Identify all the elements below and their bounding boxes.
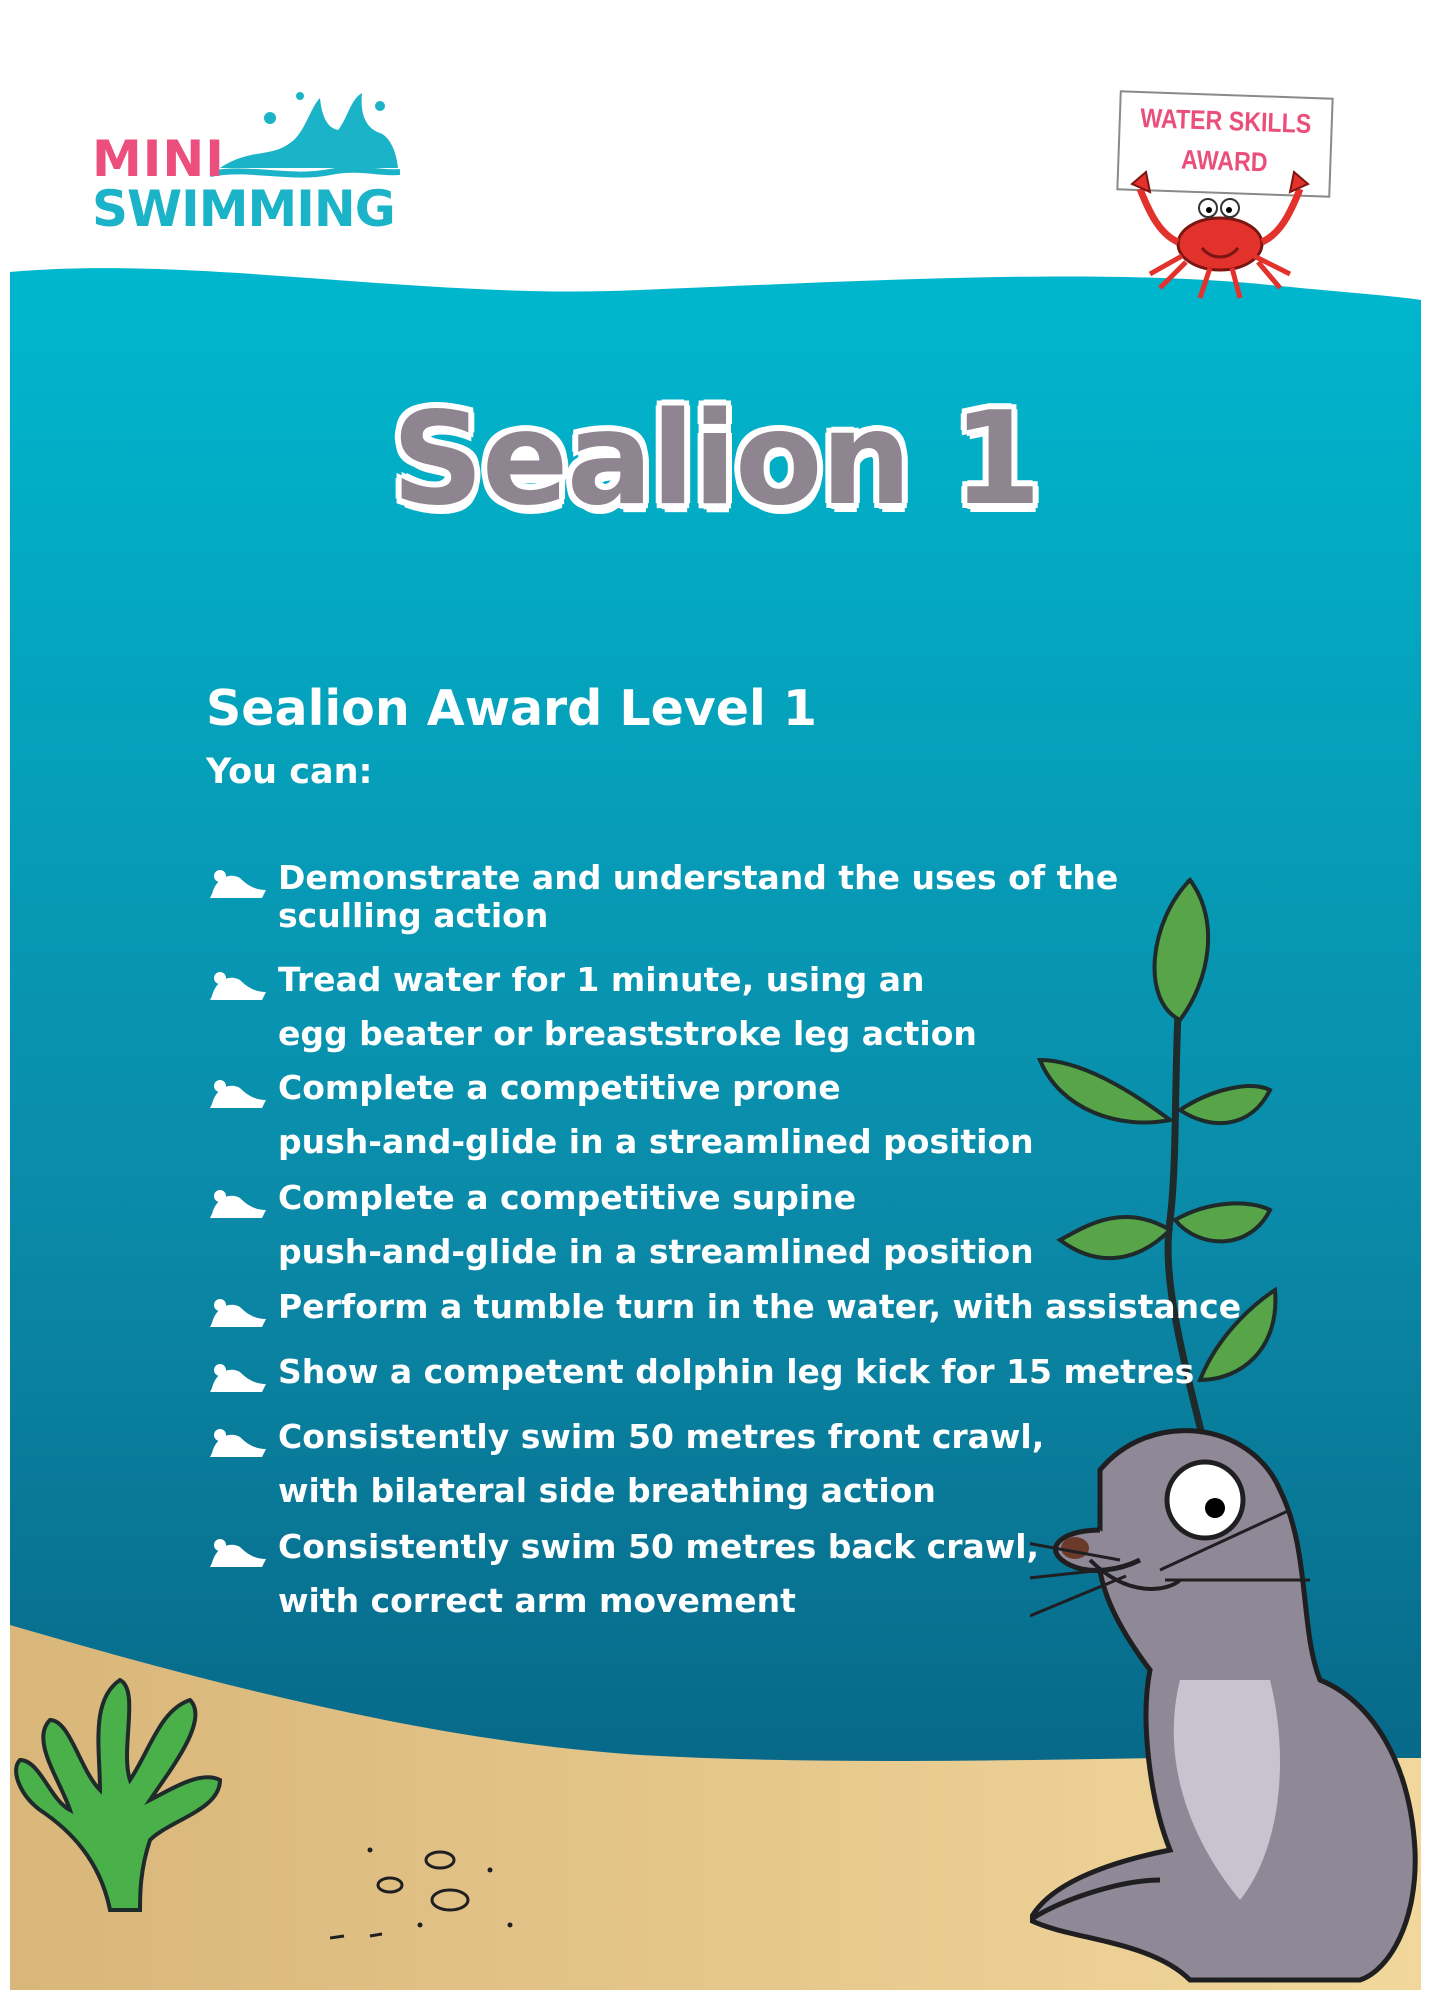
seal-bullet-icon (206, 1533, 268, 1573)
page-title: Sealion 1 (391, 385, 1040, 534)
seal-bullet-icon (206, 1358, 268, 1398)
criterion-line-2: sculling action (278, 896, 549, 935)
sealion-icon (1030, 1380, 1420, 1990)
badge-line-2: AWARD (1180, 144, 1269, 178)
seal-bullet-icon (206, 1074, 268, 1114)
seal-bullet-icon (206, 864, 268, 904)
criterion-line-2: with correct arm movement (278, 1581, 796, 1620)
mini-swimming-logo (92, 88, 395, 238)
crab-icon (1120, 164, 1320, 304)
criterion-line-2: egg beater or breaststroke leg action (278, 1014, 977, 1053)
criterion-line-1: Consistently swim 50 metres front crawl, (278, 1417, 1045, 1456)
criterion-line-1: Perform a tumble turn in the water, with assistance (278, 1287, 1242, 1326)
seal-bullet-icon (206, 966, 268, 1006)
criterion-line-2: push-and-glide in a streamlined position (278, 1122, 1034, 1161)
seal-bullet-icon (206, 1184, 268, 1224)
logo-swimming-text: SWIMMING (92, 180, 395, 238)
award-level-heading: Sealion Award Level 1 (206, 680, 817, 737)
criterion-line-1: Tread water for 1 minute, using an (278, 960, 925, 999)
criterion-line-2: with bilateral side breathing action (278, 1471, 936, 1510)
water-skills-award-badge (1100, 80, 1340, 310)
logo-mini-text: MINI (92, 130, 225, 188)
badge-line-1: WATER SKILLS (1139, 103, 1312, 139)
sand-pebbles-icon (330, 1830, 570, 1950)
intro-text: You can: (206, 752, 373, 792)
seal-bullet-icon (206, 1293, 268, 1333)
criterion-line-1: Complete a competitive supine (278, 1178, 857, 1217)
water-splash-icon (210, 88, 400, 178)
criterion-line-1: Complete a competitive prone (278, 1068, 841, 1107)
criterion-line-1: Consistently swim 50 metres back crawl, (278, 1527, 1040, 1566)
criterion-line-1: Demonstrate and understand the uses of the (278, 858, 1119, 897)
criterion-line-2: push-and-glide in a streamlined position (278, 1232, 1034, 1271)
coral-seaweed-icon (10, 1660, 230, 1920)
criterion-line-1: Show a competent dolphin leg kick for 15 metres (278, 1352, 1195, 1391)
seal-bullet-icon (206, 1423, 268, 1463)
